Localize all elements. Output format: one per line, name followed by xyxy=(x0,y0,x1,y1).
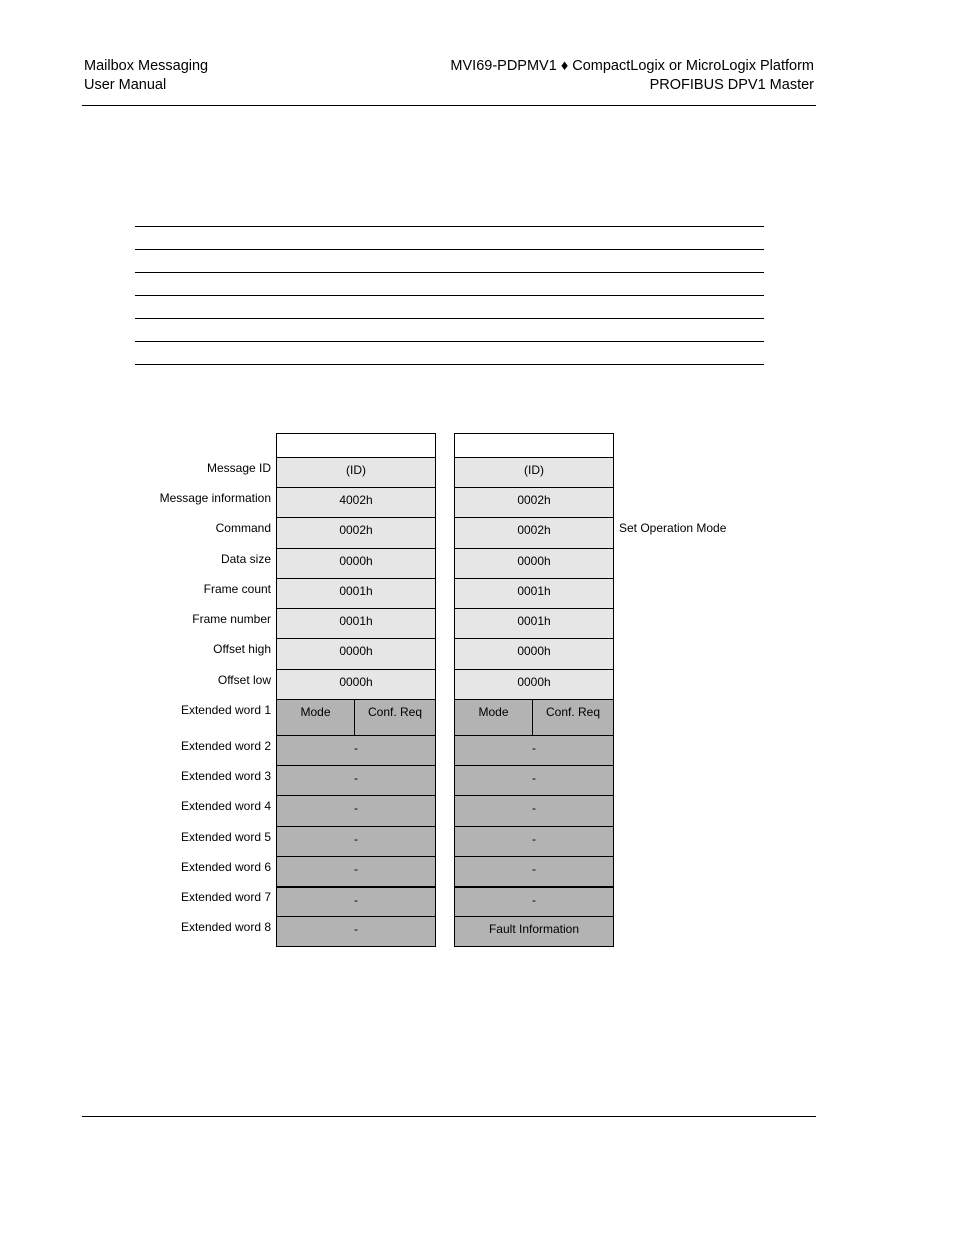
right-cell-extended-word-5: - xyxy=(455,826,613,856)
product-subtitle: PROFIBUS DPV1 Master xyxy=(649,77,814,93)
right-cell-extended-word-1 xyxy=(455,699,613,735)
right-ext1-conf-req: Conf. Req xyxy=(545,705,601,719)
row-label-extended-word-4: Extended word 4 xyxy=(180,799,271,813)
row-label-message-id: Message ID xyxy=(206,461,271,475)
left-cell-frame-count: 0001h xyxy=(277,578,435,608)
row-label-extended-word-2: Extended word 2 xyxy=(180,739,271,753)
row-label-offset-low: Offset low xyxy=(217,673,271,687)
right-cell-extended-word-2: - xyxy=(455,735,613,765)
right-cell-extended-word-6: - xyxy=(455,856,613,886)
left-cell-extended-word-7: - xyxy=(277,886,435,916)
right-cell-offset-low: 0000h xyxy=(455,669,613,699)
left-message-column xyxy=(276,433,436,947)
right-cell-extended-word-3: - xyxy=(455,765,613,795)
left-cell-offset-low: 0000h xyxy=(277,669,435,699)
left-cell-extended-word-3: - xyxy=(277,765,435,795)
row-label-extended-word-6: Extended word 6 xyxy=(180,860,271,874)
row-label-extended-word-1: Extended word 1 xyxy=(180,703,271,717)
left-cell-offset-high: 0000h xyxy=(277,638,435,669)
row-label-extended-word-3: Extended word 3 xyxy=(180,769,271,783)
right-cell-extended-word-4: - xyxy=(455,795,613,826)
doc-section-title: Mailbox Messaging xyxy=(84,58,209,74)
row-label-command: Command xyxy=(215,521,271,535)
row-label-offset-high: Offset high xyxy=(213,642,271,656)
left-cell-command: 0002h xyxy=(277,517,435,548)
right-cell-message-id: (ID) xyxy=(455,457,613,487)
product-title: MVI69-PDPMV1 ♦ CompactLogix or MicroLogix Platform xyxy=(450,58,814,74)
left-cell-extended-word-6: - xyxy=(277,856,435,886)
left-cell-extended-word-2: - xyxy=(277,735,435,765)
row-label-data-size: Data size xyxy=(220,552,271,566)
row-label-frame-number: Frame number xyxy=(192,612,271,626)
left-cell-message-information: 4002h xyxy=(277,487,435,517)
left-ext1-mode: Mode xyxy=(277,700,355,735)
right-cell-command: 0002h xyxy=(455,517,613,548)
footer-divider xyxy=(82,1116,816,1117)
doc-type: User Manual xyxy=(84,77,167,93)
row-label-extended-word-8: Extended word 8 xyxy=(180,920,271,934)
right-cell-frame-count: 0001h xyxy=(455,578,613,608)
row-label-message-information: Message information xyxy=(159,491,271,505)
right-cell-frame-number: 0001h xyxy=(455,608,613,638)
left-cell-data-size: 0000h xyxy=(277,548,435,578)
left-cell-extended-word-4: - xyxy=(277,795,435,826)
left-cell-message-id: (ID) xyxy=(277,457,435,487)
right-column-header xyxy=(455,434,613,457)
right-cell-offset-high: 0000h xyxy=(455,638,613,669)
left-cell-extended-word-8: - xyxy=(277,916,435,946)
left-ext1-conf-req: Conf. Req xyxy=(367,705,423,719)
right-message-column xyxy=(454,433,614,947)
right-cell-extended-word-7: - xyxy=(455,886,613,916)
right-ext1-mode: Mode xyxy=(455,700,533,735)
right-cell-data-size: 0000h xyxy=(455,548,613,578)
row-label-frame-count: Frame count xyxy=(203,582,271,596)
row-label-extended-word-7: Extended word 7 xyxy=(180,890,271,904)
left-cell-frame-number: 0001h xyxy=(277,608,435,638)
left-cell-extended-word-5: - xyxy=(277,826,435,856)
right-cell-extended-word-8: Fault Information xyxy=(455,916,613,946)
left-cell-extended-word-1 xyxy=(277,699,435,735)
right-cell-message-information: 0002h xyxy=(455,487,613,517)
left-column-header xyxy=(277,434,435,457)
command-annotation: Set Operation Mode xyxy=(619,521,727,535)
row-label-extended-word-5: Extended word 5 xyxy=(180,830,271,844)
